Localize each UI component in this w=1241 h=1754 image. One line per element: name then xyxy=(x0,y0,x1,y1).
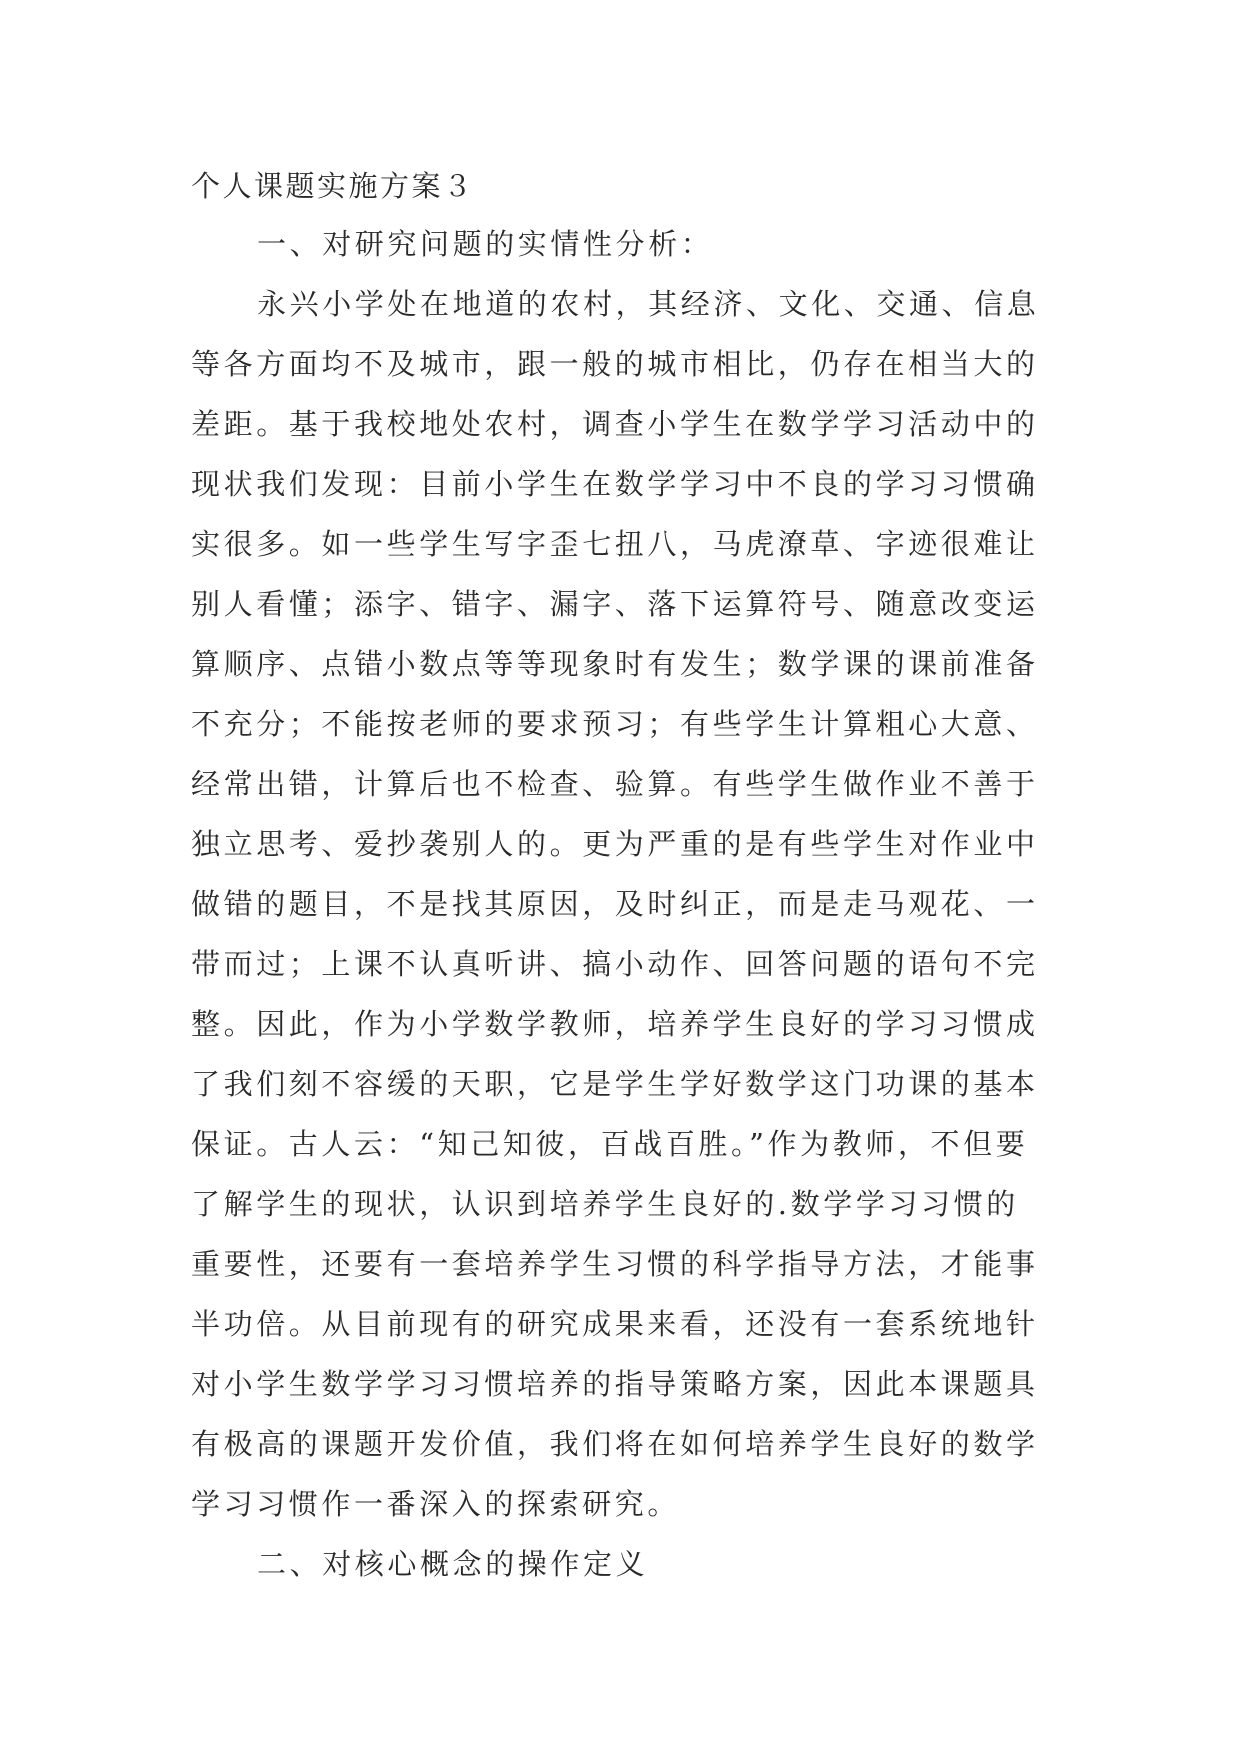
paragraph-line: 独立思考、爱抄袭别人的。更为严重的是有些学生对作业中 xyxy=(191,827,1039,861)
paragraph-line: 不充分；不能按老师的要求预习；有些学生计算粗心大意、 xyxy=(191,707,1039,741)
paragraph-line: 永兴小学处在地道的农村，其经济、文化、交通、信息 xyxy=(257,287,1040,321)
paragraph-line: 对小学生数学学习习惯培养的指导策略方案，因此本课题具 xyxy=(191,1367,1039,1401)
section-heading-1: 一、对研究问题的实情性分析： xyxy=(257,227,714,261)
paragraph-line: 整。因此，作为小学数学教师，培养学生良好的学习习惯成 xyxy=(191,1007,1039,1041)
paragraph-line: 现状我们发现：目前小学生在数学学习中不良的学习习惯确 xyxy=(191,467,1039,501)
document-title: 个人课题实施方案３ xyxy=(191,169,475,203)
paragraph-line: 做错的题目，不是找其原因，及时纠正，而是走马观花、一 xyxy=(191,887,1039,921)
paragraph-line: 重要性，还要有一套培养学生习惯的科学指导方法，才能事 xyxy=(191,1247,1039,1281)
paragraph-line: 有极高的课题开发价值，我们将在如何培养学生良好的数学 xyxy=(191,1427,1039,1461)
paragraph-line: 了解学生的现状，认识到培养学生良好的.数学学习习惯的 xyxy=(191,1187,1019,1221)
paragraph-line: 等各方面均不及城市，跟一般的城市相比，仍存在相当大的 xyxy=(191,347,1039,381)
paragraph-line: 学习习惯作一番深入的探索研究。 xyxy=(191,1487,681,1521)
paragraph-line: 保证。古人云：“知己知彼，百战百胜。”作为教师，不但要 xyxy=(191,1127,1029,1161)
paragraph-line: 实很多。如一些学生写字歪七扭八，马虎潦草、字迹很难让 xyxy=(191,527,1039,561)
paragraph-line: 经常出错，计算后也不检查、验算。有些学生做作业不善于 xyxy=(191,767,1039,801)
paragraph-line: 带而过；上课不认真听讲、搞小动作、回答问题的语句不完 xyxy=(191,947,1039,981)
paragraph-line: 差距。基于我校地处农村，调查小学生在数学学习活动中的 xyxy=(191,407,1039,441)
paragraph-line: 了我们刻不容缓的天职，它是学生学好数学这门功课的基本 xyxy=(191,1067,1039,1101)
section-heading-2: 二、对核心概念的操作定义 xyxy=(257,1547,649,1581)
paragraph-line: 半功倍。从目前现有的研究成果来看，还没有一套系统地针 xyxy=(191,1307,1039,1341)
paragraph-line: 算顺序、点错小数点等等现象时有发生；数学课的课前准备 xyxy=(191,647,1039,681)
paragraph-line: 别人看懂；添字、错字、漏字、落下运算符号、随意改变运 xyxy=(191,587,1039,621)
